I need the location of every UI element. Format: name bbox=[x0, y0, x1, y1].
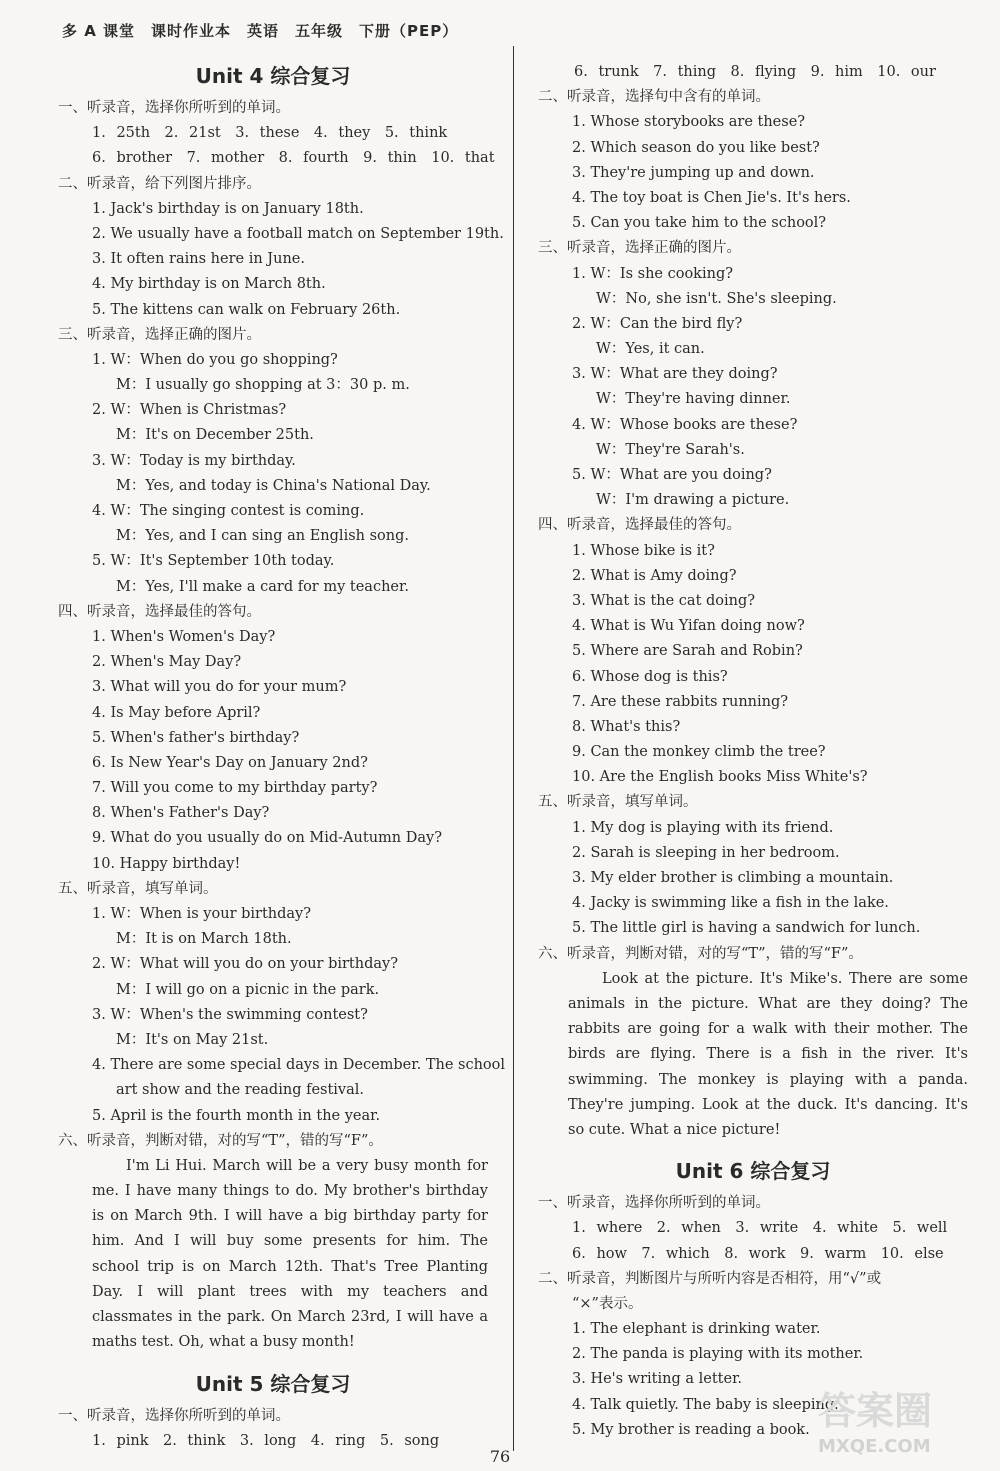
column-divider bbox=[513, 46, 514, 1451]
dialogue-line: M：It's on December 25th. bbox=[116, 427, 314, 444]
dialogue-line: W：They're Sarah's. bbox=[596, 441, 745, 458]
dialogue-line: 5. W：It's September 10th today. bbox=[92, 553, 335, 570]
u5-section4-title: 四、听录音，选择最佳的答句。 bbox=[538, 517, 741, 534]
dialogue-line: M：I will go on a picnic in the park. bbox=[116, 981, 380, 998]
dialogue-line: 3. W：Today is my birthday. bbox=[92, 452, 296, 469]
left-column bbox=[58, 60, 506, 1454]
dialogue-line: W：They're having dinner. bbox=[596, 391, 791, 408]
dialogue-line: W：No, she isn't. She's sleeping. bbox=[596, 290, 837, 307]
list-item: 10. Are the English books Miss White's? bbox=[572, 769, 868, 786]
dialogue-line: 1. W：Is she cooking? bbox=[572, 265, 733, 282]
list-item: 10. Happy birthday! bbox=[92, 855, 241, 872]
list-item: 3. My elder brother is climbing a mountain. bbox=[572, 870, 894, 886]
list-item: 5. Can you take him to the school? bbox=[572, 215, 827, 232]
list-item: 3. It often rains here in June. bbox=[92, 251, 305, 268]
list-item: 5. The kittens can walk on February 26th. bbox=[92, 301, 401, 318]
list-item: 1. When's Women's Day? bbox=[92, 628, 276, 645]
u4-section4-title: 四、听录音，选择最佳的答句。 bbox=[58, 603, 261, 620]
list-item: 1. 25th 2. 21st 3. these 4. they 5. think bbox=[92, 125, 448, 142]
list-item: 4. My birthday is on March 8th. bbox=[92, 276, 326, 293]
running-header: 多 A 课堂 课时作业本 英语 五年级 下册（PEP） bbox=[62, 22, 459, 40]
u5-section5-title: 五、听录音，填写单词。 bbox=[538, 794, 698, 811]
dialogue-line: 4. W：The singing contest is coming. bbox=[92, 503, 365, 519]
dialogue-line: M：Yes, I'll make a card for my teacher. bbox=[116, 578, 409, 595]
unit6-title: Unit 6 综合复习 bbox=[675, 1159, 831, 1184]
watermark-mark: 答案圈 bbox=[818, 1389, 933, 1433]
list-item: 1. Jack's birthday is on January 18th. bbox=[92, 200, 364, 217]
list-item: 4. Jacky is swimming like a fish in the lake. bbox=[572, 895, 889, 912]
dialogue-line: 2. W：When is Christmas? bbox=[92, 402, 287, 419]
list-item: 1. pink 2. think 3. long 4. ring 5. song bbox=[92, 1432, 440, 1449]
unit5-title: Unit 5 综合复习 bbox=[195, 1371, 351, 1396]
list-item: 7. Will you come to my birthday party? bbox=[92, 780, 378, 797]
u6-section2-title: 二、听录音，判断图片与所听内容是否相符，用“√”或 bbox=[538, 1270, 882, 1287]
list-item: 9. Can the monkey climb the tree? bbox=[572, 744, 826, 761]
list-item: 5. April is the fourth month in the year. bbox=[92, 1107, 381, 1124]
u5-section1-title: 一、听录音，选择你所听到的单词。 bbox=[58, 1407, 290, 1424]
page-number: 76 bbox=[489, 1447, 511, 1466]
u4-section3-title: 三、听录音，选择正确的图片。 bbox=[58, 326, 261, 343]
dialogue-line: M：Yes, and today is China's National Day. bbox=[116, 477, 431, 494]
list-item: 5. When's father's birthday? bbox=[92, 729, 300, 746]
dialogue-line: M：Yes, and I can sing an English song. bbox=[116, 528, 409, 545]
u4-section2-title: 二、听录音，给下列图片排序。 bbox=[58, 175, 261, 192]
unit4-title: Unit 4 综合复习 bbox=[195, 64, 351, 88]
dialogue-line: 3. W：When's the swimming contest? bbox=[92, 1006, 368, 1023]
u5-section3-title: 三、听录音，选择正确的图片。 bbox=[538, 240, 741, 257]
u4-section1-title: 一、听录音，选择你所听到的单词。 bbox=[58, 100, 290, 116]
list-item: 9. What do you usually do on Mid-Autumn Day? bbox=[92, 830, 442, 847]
dialogue-line: 2. W：What will you do on your birthday? bbox=[92, 956, 398, 973]
list-item: 2. Sarah is sleeping in her bedroom. bbox=[572, 844, 840, 861]
u5-passage: Look at the picture. It's Mike's. There are some animals in the picture. What are they doing? The rabbits are going for a walk with their mother. The birds are flying. There is a fish in the river. It's swimming. The monkey is playing with a panda. They're jumping. Look at the duck. It's dancing. It's so cute. What a nice picture! bbox=[568, 970, 968, 1138]
watermark-url: MXQE.COM bbox=[818, 1436, 931, 1457]
list-item: 5. My brother is reading a book. bbox=[572, 1421, 810, 1438]
list-item: 1. The elephant is drinking water. bbox=[572, 1321, 821, 1338]
u6-section1-title: 一、听录音，选择你所听到的单词。 bbox=[538, 1195, 770, 1212]
list-item: 1. My dog is playing with its friend. bbox=[572, 819, 834, 836]
list-item: 4. There are some special days in December. The school bbox=[92, 1057, 506, 1074]
list-item: 3. What will you do for your mum? bbox=[92, 679, 347, 696]
dialogue-line: M：I usually go shopping at 3：30 p. m. bbox=[116, 377, 410, 394]
u4-section5-title: 五、听录音，填写单词。 bbox=[58, 880, 218, 897]
list-item: 2. Which season do you like best? bbox=[572, 139, 820, 156]
list-item: 8. What's this? bbox=[572, 718, 681, 735]
list-item: 3. They're jumping up and down. bbox=[572, 164, 815, 181]
u4-passage: I'm Li Hui. March will be a very busy month for me. I have many things to do. My brother's birthday is on March 9th. I will have a big birthday party for him. And I will buy some presents for him. The school trip is on March 12th. That's Tree Planting Day. I will plant trees with my teachers and classmates in the park. On March 23rd, I will have a maths test. Oh, what a busy month! bbox=[92, 1157, 488, 1351]
list-item: 5. The little girl is having a sandwich for lunch. bbox=[572, 920, 921, 937]
list-item: 2. We usually have a football match on September 19th. bbox=[92, 225, 504, 242]
dialogue-line: 4. W：Whose books are these? bbox=[572, 416, 798, 433]
list-item: 1. Whose storybooks are these? bbox=[572, 114, 806, 131]
list-item: 6. Is New Year's Day on January 2nd? bbox=[92, 754, 368, 771]
dialogue-line: 2. W：Can the bird fly? bbox=[572, 315, 743, 332]
dialogue-line: 1. W：When is your birthday? bbox=[92, 906, 312, 922]
list-item: 2. The panda is playing with its mother. bbox=[572, 1346, 864, 1363]
list-item: 6. brother 7. mother 8. fourth 9. thin 10. that bbox=[92, 150, 495, 167]
list-item: 3. What is the cat doing? bbox=[572, 592, 756, 609]
u5-section6-title: 六、听录音，判断对错，对的写“T”，错的写“F”。 bbox=[538, 945, 863, 962]
dialogue-line: 1. W：When do you go shopping? bbox=[92, 351, 338, 368]
dialogue-line: W：I'm drawing a picture. bbox=[596, 492, 790, 509]
dialogue-line: M：It is on March 18th. bbox=[116, 931, 292, 948]
list-item: 4. The toy boat is Chen Jie's. It's hers. bbox=[572, 189, 851, 206]
watermark-logo bbox=[812, 1380, 987, 1460]
dialogue-line: 5. W：What are you doing? bbox=[572, 467, 772, 483]
dialogue-line: 3. W：What are they doing? bbox=[572, 366, 778, 383]
dialogue-line: W：Yes, it can. bbox=[596, 341, 705, 358]
u6-section2-title-cont: “×”表示。 bbox=[572, 1295, 643, 1312]
list-item: 2. When's May Day? bbox=[92, 654, 242, 671]
list-item: 6. trunk 7. thing 8. flying 9. him 10. our bbox=[574, 64, 936, 80]
u5-section2-title: 二、听录音，选择句中含有的单词。 bbox=[538, 89, 770, 106]
list-item: 6. Whose dog is this? bbox=[572, 668, 728, 685]
list-item: art show and the reading festival. bbox=[116, 1082, 365, 1099]
list-item: 7. Are these rabbits running? bbox=[572, 693, 789, 710]
list-item: 4. Is May before April? bbox=[92, 704, 261, 721]
list-item: 5. Where are Sarah and Robin? bbox=[572, 643, 803, 660]
right-column bbox=[538, 60, 968, 1443]
u4-section6-title: 六、听录音，判断对错，对的写“T”，错的写“F”。 bbox=[58, 1132, 383, 1149]
list-item: 4. Talk quietly. The baby is sleeping. bbox=[572, 1396, 839, 1413]
list-item: 4. What is Wu Yifan doing now? bbox=[572, 618, 805, 635]
list-item: 3. He's writing a letter. bbox=[572, 1371, 743, 1388]
list-item: 1. where 2. when 3. write 4. white 5. well bbox=[572, 1220, 948, 1237]
list-item: 6. how 7. which 8. work 9. warm 10. else bbox=[572, 1245, 944, 1262]
dialogue-line: M：It's on May 21st. bbox=[116, 1031, 269, 1048]
list-item: 2. What is Amy doing? bbox=[572, 567, 737, 584]
list-item: 1. Whose bike is it? bbox=[572, 542, 715, 559]
list-item: 8. When's Father's Day? bbox=[92, 805, 270, 822]
